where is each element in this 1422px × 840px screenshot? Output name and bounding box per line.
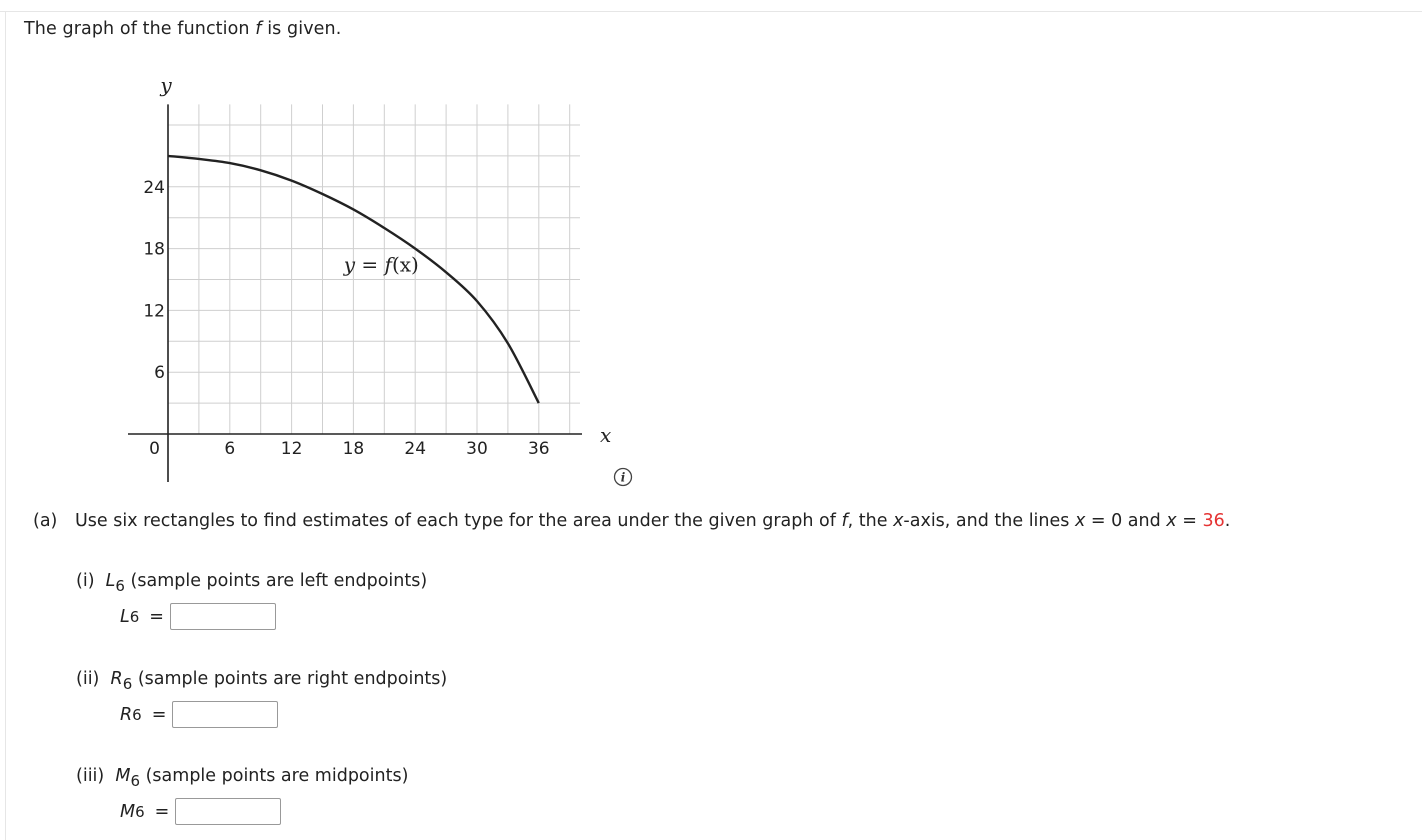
upper-limit-value: 36	[1202, 511, 1225, 531]
y-tick-label: 6	[154, 363, 165, 384]
graph-axes	[128, 104, 582, 482]
svg-text:i: i	[620, 470, 626, 485]
info-icon[interactable]	[613, 467, 633, 487]
x-tick-label: 36	[527, 439, 550, 459]
y-tick-label: 18	[143, 239, 165, 260]
question-iii: (iii) $M_6$ (sample points are midpoints)	[76, 766, 409, 790]
function-graph	[120, 70, 620, 490]
l6-answer-input[interactable]	[170, 603, 276, 630]
graph-tick-labels	[143, 178, 549, 459]
x-tick-label: 18	[342, 439, 365, 459]
part-a-prompt: (a) Use six rectangles to find estimates of each type for the area under the given graph of f, the x-axis, and the lines x = 0 and x = 36.	[33, 511, 1231, 531]
x-axis-label: x	[600, 423, 612, 447]
y-axis-label: y	[160, 73, 172, 97]
origin-label: 0	[149, 439, 160, 459]
x-tick-label: 24	[404, 439, 427, 459]
curve-label-f: f	[384, 252, 392, 277]
answer-row-ii: R 6 =	[120, 701, 278, 728]
x-tick-label: 12	[280, 439, 303, 459]
question-ii: (ii) $R_6$ (sample points are right endpoints)	[76, 669, 448, 693]
m6-answer-input[interactable]	[175, 798, 281, 825]
answer-row-i: L 6 =	[120, 603, 276, 630]
curve-label	[343, 252, 419, 276]
left-divider	[5, 12, 6, 840]
question-i: (i) $L_6$ (sample points are left endpoints)	[76, 571, 428, 595]
curve-label-eq: =	[355, 252, 385, 277]
x-tick-label: 6	[224, 439, 236, 459]
r6-answer-input[interactable]	[172, 701, 278, 728]
curve-label-arg: (x)	[391, 252, 419, 277]
problem-intro: The graph of the function f is given.	[24, 19, 342, 39]
y-tick-label: 12	[143, 301, 165, 322]
x-tick-label: 30	[466, 439, 488, 459]
curve-label-y: y	[343, 252, 356, 277]
part-a-label: (a)	[33, 511, 58, 531]
y-tick-label: 24	[143, 177, 165, 198]
top-divider	[0, 11, 1422, 12]
answer-row-iii: M 6 =	[120, 798, 281, 825]
